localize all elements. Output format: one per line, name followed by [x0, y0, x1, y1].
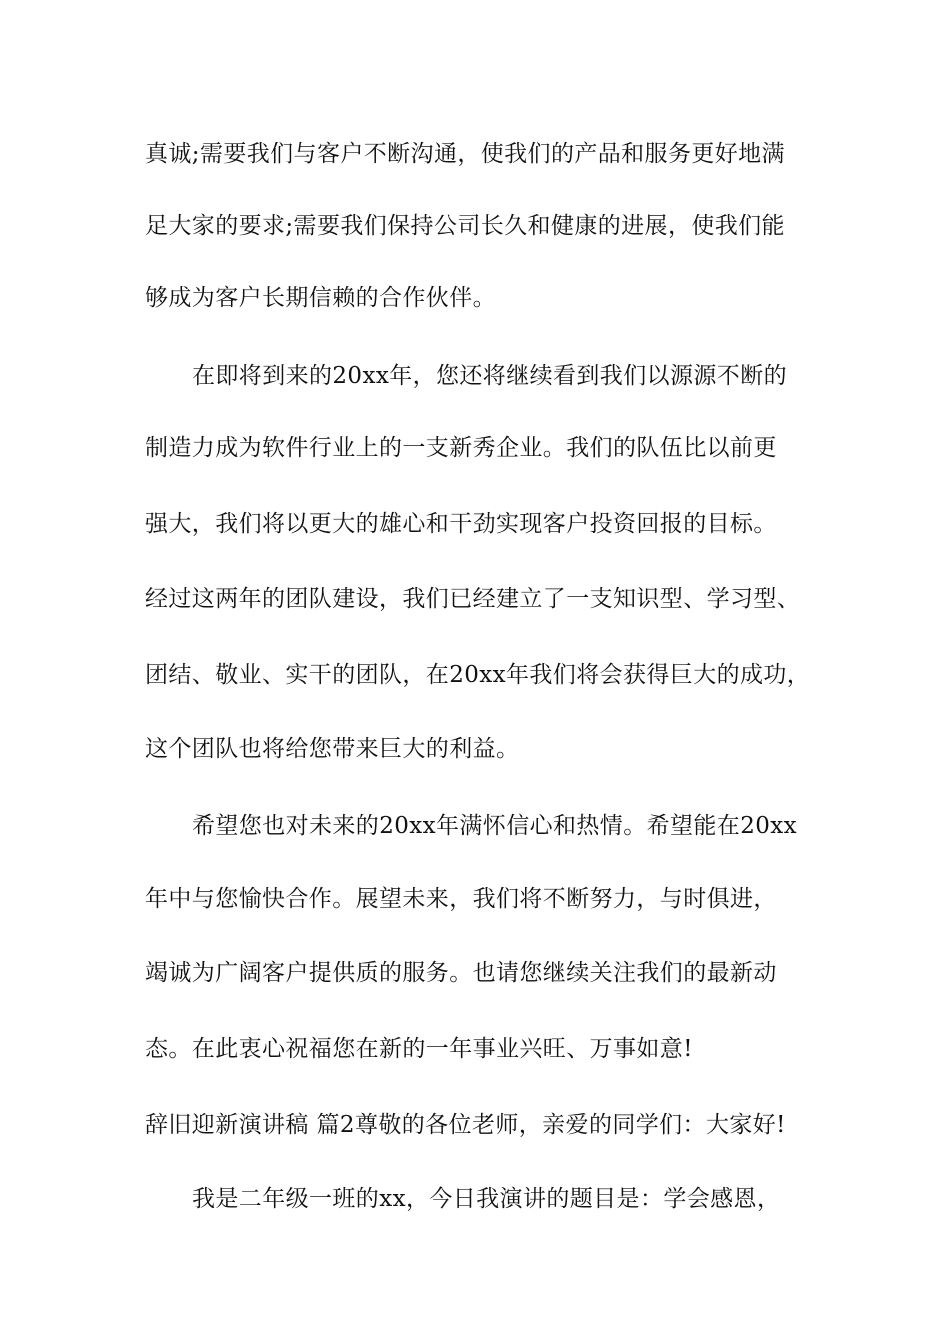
text-line: 竭诚为广阔客户提供质的服务。也请您继续关注我们的最新动 — [145, 960, 777, 986]
text-line: 真诚;需要我们与客户不断沟通，使我们的产品和服务更好地满 — [145, 141, 785, 167]
text-line: 年中与您愉快合作。展望未来，我们将不断努力，与时俱进， — [145, 886, 777, 912]
text-line: 团结、敬业、实干的团队，在20xx年我们将会获得巨大的成功， — [145, 662, 811, 688]
paragraph-first-line: 希望您也对未来的20xx年满怀信心和热情。希望能在20xx — [192, 813, 798, 839]
paragraph-first-line: 我是二年级一班的xx，今日我演讲的题目是：学会感恩， — [192, 1186, 781, 1212]
section-heading-line: 辞旧迎新演讲稿 篇2尊敬的各位老师，亲爱的同学们：大家好! — [145, 1112, 786, 1138]
text-line: 这个团队也将给您带来巨大的利益。 — [145, 736, 520, 762]
text-line: 经过这两年的团队建设，我们已经建立了一支知识型、学习型、 — [145, 586, 801, 612]
text-line: 足大家的要求;需要我们保持公司长久和健康的进展，使我们能 — [145, 213, 785, 239]
text-line: 态。在此衷心祝福您在新的一年事业兴旺、万事如意! — [145, 1036, 693, 1062]
text-line: 够成为客户长期信赖的合作伙伴。 — [145, 285, 496, 311]
text-line: 制造力成为软件行业上的一支新秀企业。我们的队伍比以前更 — [145, 435, 777, 461]
paragraph-first-line: 在即将到来的20xx年，您还将继续看到我们以源源不断的 — [192, 363, 788, 389]
text-line: 强大，我们将以更大的雄心和干劲实现客户投资回报的目标。 — [145, 511, 777, 537]
